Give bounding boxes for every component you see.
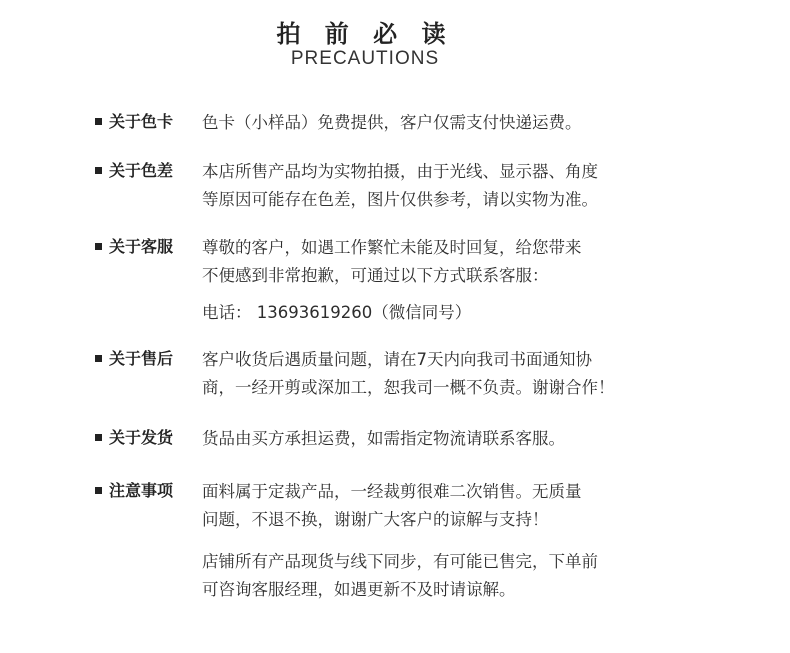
body-line: 尊敬的客户，如遇工作繁忙未能及时回复，给您带来 xyxy=(202,238,582,257)
phone-line: 电话： 13693619260（微信同号） xyxy=(202,303,472,322)
body-line: 不便感到非常抱歉，可通过以下方式联系客服： xyxy=(202,266,549,285)
body-line: 店铺所有产品现货与线下同步，有可能已售完，下单前 xyxy=(202,552,598,571)
section-label xyxy=(95,425,195,448)
bullet-icon xyxy=(95,243,102,250)
section-body xyxy=(202,158,742,214)
body-line: 面料属于定裁产品，一经裁剪很难二次销售。无质量 xyxy=(202,482,582,501)
section-label-text: 关于发货 xyxy=(109,428,174,447)
section-label-text: 注意事项 xyxy=(109,481,174,500)
page-title: 拍 前 必 读 xyxy=(276,20,454,48)
section-body xyxy=(202,425,742,453)
section-body xyxy=(202,109,742,137)
bullet-icon xyxy=(95,118,102,125)
section-label-text: 关于售后 xyxy=(109,349,174,368)
section-label xyxy=(95,478,195,501)
body-line: 本店所售产品均为实物拍摄，由于光线、显示器、角度 xyxy=(202,162,598,181)
section-label-text: 关于色差 xyxy=(109,161,174,180)
body-line: 可咨询客服经理，如遇更新不及时请谅解。 xyxy=(202,580,516,599)
body-line: 客户收货后遇质量问题，请在7天内向我司书面通知协 xyxy=(202,350,592,369)
bullet-icon xyxy=(95,355,102,362)
section-label xyxy=(95,158,195,181)
section-body xyxy=(202,234,742,327)
section-label xyxy=(95,234,195,257)
body-line: 色卡（小样品）免费提供，客户仅需支付快递运费。 xyxy=(202,113,582,132)
bullet-icon xyxy=(95,487,102,494)
body-line: 货品由买方承担运费，如需指定物流请联系客服。 xyxy=(202,429,565,448)
page-subtitle: PRECAUTIONS xyxy=(290,48,440,69)
bullet-icon xyxy=(95,434,102,441)
section-label xyxy=(95,346,195,369)
body-line: 等原因可能存在色差，图片仅供参考，请以实物为准。 xyxy=(202,190,598,209)
section-body xyxy=(202,346,742,402)
body-line: 商，一经开剪或深加工，恕我司一概不负责。谢谢合作！ xyxy=(202,378,615,397)
section-body xyxy=(202,478,742,604)
section-label-text: 关于色卡 xyxy=(109,112,174,131)
bullet-icon xyxy=(95,167,102,174)
body-line: 问题，不退不换，谢谢广大客户的谅解与支持！ xyxy=(202,510,549,529)
section-label-text: 关于客服 xyxy=(109,237,174,256)
section-label xyxy=(95,109,195,132)
